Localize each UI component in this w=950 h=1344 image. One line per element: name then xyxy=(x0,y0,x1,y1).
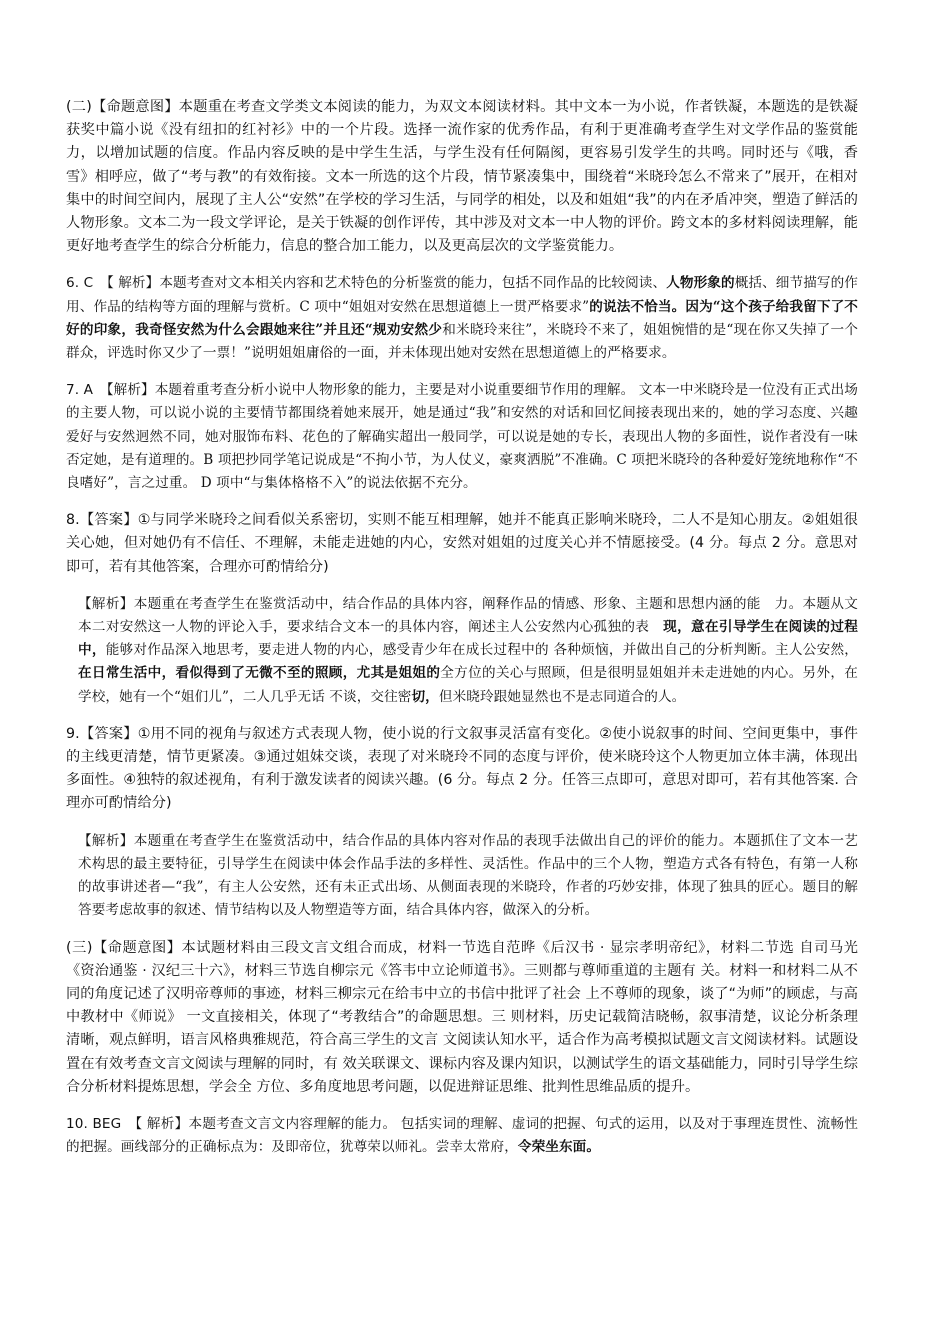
q6-bold-2: 的说法不恰当。因为“这个孩子给我留下了不好的印象，我奇怪安然为什么会跟她来往”并且还“规劝安然少 xyxy=(66,298,858,338)
q8-text-e: 但米晓玲跟她显然也不是志同道合的人。 xyxy=(438,688,686,705)
q8-text-d: 全方位的关心与照顾，但是很明显姐姐并未走进她的内心。另外，在学校，她有一个“姐们儿”，二人几乎无话 不谈，交往密 xyxy=(78,665,858,705)
section-3-intent: (三)【命题意图】本试题材料由三段文言文组合而成，材料一节选自范晔《后汉书 · 显宗孝明帝纪》，材料二节选 自司马光《资治通鉴 · 汉纪三十六》，材料三节选自柳宗元《答韦中立论师道书》。三则都与尊师重道的主题有 关。材料一和材料二从不同的角度记述了汉明帝尊师的事迹，材料三柳宗元在给韦中立的书信中批评了社会 上不尊师的现象，谈了“为师”的顾虑，与高中教材中《师说》 一文直接相关，体现了“考教结合”的命题思想。三 则材料，历史记载简洁晓畅，叙事清楚，议论分析条理清晰，观点鲜明，语言风格典雅规范，符合高三学生的文言 文阅读认知水平，适合作为高考模拟试题文言文阅读材料。试题设置在有效考查文言文阅读与理解的同时，有 效关联课文、课标内容及课内知识，以测试学生的语文基础能力，同时引导学生综合分析材料提炼思想，学会全 方位、多角度地思考问题，以促进辩证思维、批判性思维品质的提升。 xyxy=(66,939,858,1095)
q9-analysis xyxy=(66,830,858,923)
q9-analysis-lead: 【解析】 xyxy=(78,832,134,849)
q8-answer: 8.【答案】①与同学米晓玲之间看似关系密切，实则不能互相理解，她并不能真正影响米晓玲，二人不是知心朋友。②姐姐很关心她，但对她仍有不信任、不理解，未能走进她的内心，安然对姐姐的过度关心并不情愿接受。(4 分。每点 2 分。意思对即可，若有其他答案，合理亦可酌情给分) xyxy=(66,512,858,575)
q7-explanation xyxy=(66,379,858,495)
q9-answer: 9.【答案】①用不同的视角与叙述方式表现人物，使小说的行文叙事灵活富有变化。②使小说叙事的时间、空间更集中，事件的主线更清楚，情节更紧凑。③通过姐妹交谈，表现了对米晓玲不同的态度与评价，使米晓玲这个人物更加立体丰满，体现出多面性。④独特的叙述视角，有利于激发读者的阅读兴趣。(6 分。每点 2 分。任答三点即可，意思对即可，若有其他答案. 合理亦可酌情给分) xyxy=(66,725,858,812)
q7-lead: 7. A 【解析】 xyxy=(66,382,155,399)
q6-text-c: 概括、细节描写的作用、作品的结构等方面的理解与赏析。C 项中“姐姐对安然在思想道德上一贯严格要求” xyxy=(66,275,858,315)
q10-lead: 10. BEG 【 解析】 xyxy=(66,1115,189,1132)
q10-text: 本题考查文言文内容理解的能力。 包括实词的理解、虚词的把握、句式的运用，以及对于事理连贯性、流畅性的把握。画线部分的正确标点为：及即帝位，犹尊荣以师礼。尝幸太常府， xyxy=(66,1115,858,1156)
q8-bold-3: 切， xyxy=(411,688,439,705)
q6-lead: 6. C 【 解析】 xyxy=(66,275,160,292)
section-2-intent: (二)【命题意图】本题重在考查文学类文本阅读的能力，为双文本阅读材料。其中文本一为小说，作者铁凝，本题选的是铁凝获奖中篇小说《没有纽扣的红衬衫》中的一个片段。选择一流作家的优秀作品，有利于更准确考查学生对文学作品的鉴赏能力，以增加试题的信度。作品内容反映的是中学生生活，与学生没有任何隔阂，更容易引发学生的共鸣。同时还与《哦，香雪》相呼应，做了“考与教”的有效衔接。文本一所选的这个片段，情节紧凑集中，围绕着“米晓玲怎么不常来了”展开，在相对集中的时间空间内，展现了主人公“安然”在学校的学习生活，与同学的相处，以及和姐姐“我”的内在矛盾冲突，塑造了鲜活的人物形象。文本二为一段文学评论，是关于铁凝的创作评传，其中涉及对文本一中人物的评价。跨文本的多材料阅读理解，能更好地考查学生的综合分析能力，信息的整合加工能力，以及更高层次的文学鉴赏能力。 xyxy=(66,99,858,255)
q6-explanation xyxy=(66,272,858,365)
answer-page xyxy=(66,96,858,1173)
q10-bold: 令荣坐东面。 xyxy=(517,1139,601,1156)
q10-explanation xyxy=(66,1113,858,1159)
q6-text-d: 和米晓玲来往”，米晓玲不来了，姐姐惋惜的是“现在你又失掉了一个群众，评选时你又少了一票！”说明姐姐庸俗的一面，并未体现出她对安然在思想道德上的严格要求。 xyxy=(66,321,859,362)
q6-bold-1: 人物形象的 xyxy=(666,275,735,292)
q8-text-c: 能够对作品深入地思考，要走进人物的内心，感受青少年在成长过程中的 各种烦恼，并做出自己的分析判断。主人公安然， xyxy=(105,642,858,659)
q8-bold-1: 现，意在引导学生在阅读的过程中， xyxy=(78,619,858,659)
q8-analysis xyxy=(66,593,858,709)
q7-text: 本题着重考查分析小说中人物形象的能力，主要是对小说重要细节作用的理解。 文本一中米晓玲是一位没有正式出场的主要人物，可以说小说的主要情节都围绕着她来展开，她是通过“我”和安然的对话和回忆间接表现出来的，她的学习态度、兴趣爱好与安然迥然不同，她对服饰布料、花色的了解确实超出一般同学，可以说是她的专长，表现出人物的多面性，说作者没有一味否定她，是有道理的。B 项把抄同学笔记说成是“不拘小节，为人仗义，豪爽洒脱”不准确。C 项把米晓玲的各种爱好笼统地称作“不良嗜好”，言之过重。 D 项中“与集体格格不入”的说法依据不充分。 xyxy=(66,382,858,492)
q6-text-a: 本题考查对文本相关内容和艺术特色的分析鉴赏的能力，包括不同作品的比较阅读、 xyxy=(159,275,667,292)
q8-bold-2: 在日常生活中，看似得到了无微不至的照顾，尤其是姐姐的 xyxy=(78,665,441,682)
q9-analysis-text: 本题重在考查学生在鉴赏活动中，结合作品的具体内容对作品的表现手法做出自己的评价的能力。本题抓住了文本一艺术构思的最主要特征，引导学生在阅读中体会作品手法的多样性、灵活性。作品中的三个人物，塑造方式各有特色，有第一人称的故事讲述者—“我”，有主人公安然，还有未正式出场、从侧面表现的米晓玲，作者的巧妙安排，体现了独具的匠心。题目的解答要考虑故事的叙述、情节结构以及人物塑造等方面，结合具体内容，做深入的分析。 xyxy=(78,832,858,919)
q8-analysis-lead: 【解析】 xyxy=(78,595,134,612)
q8-text-a: 本题重在考查学生在鉴赏活动中，结合作品的具体内容，阐释作品的情感、形象、主题和思想内涵的能 力。本题从文本二对安然这一人物的评论入手，要求结合文本一的具体内容，阐述主人公安然内心孤独的表 xyxy=(78,595,858,636)
